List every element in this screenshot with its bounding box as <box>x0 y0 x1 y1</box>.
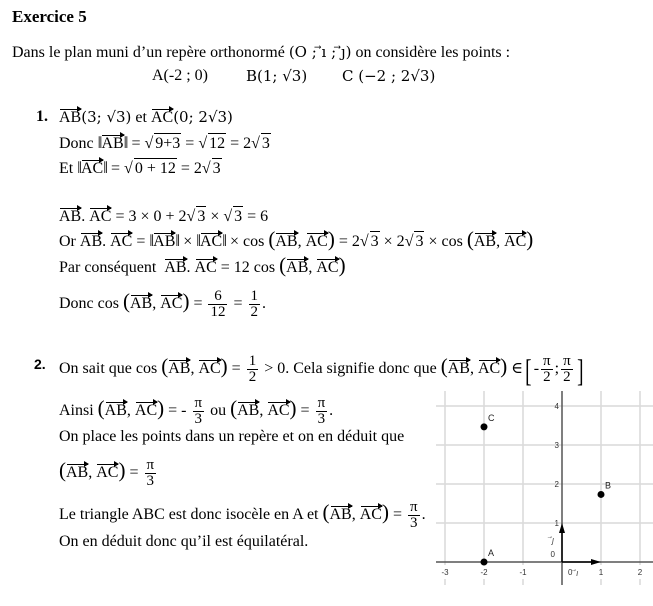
radicand: 12 <box>209 135 226 152</box>
numerator: π <box>410 499 418 515</box>
times: × <box>183 233 193 250</box>
equals: = <box>129 464 139 482</box>
triangle-statement: Le triangle ABC est donc isocèle en A et <box>59 506 319 524</box>
point-c-marker <box>481 423 488 430</box>
j-vector-label: ⃗ȷ <box>552 535 554 545</box>
radicand: 3 <box>234 208 243 225</box>
part1-line6: Par conséquent AB. AC = 12 cos (AB, AC) <box>59 253 346 277</box>
denominator: 2 <box>563 369 571 385</box>
result: = 6 <box>247 208 269 225</box>
point-c-label: C <box>488 412 495 423</box>
comma: , <box>469 360 474 378</box>
part1-number: 1. <box>36 108 48 125</box>
vector-ab: AB <box>59 208 82 225</box>
vector-ac: AC <box>198 360 221 378</box>
vector-ac: AC <box>96 464 119 482</box>
denominator: 12 <box>210 304 226 320</box>
equals: = <box>193 295 203 313</box>
part2-line5: Le triangle ABC est donc isocèle en A et (AB, AC) = $\frac{\pi}{3}$ . <box>59 499 426 531</box>
comma: , <box>88 464 93 482</box>
vector-ab: AB <box>104 402 127 420</box>
vector-ac: AC <box>316 259 339 276</box>
vector-ac: AC <box>267 402 290 420</box>
numerator: π <box>194 395 203 411</box>
on-sait-que: On sait que cos <box>59 360 158 378</box>
vector-ac: AC <box>504 233 527 250</box>
equals: = <box>185 135 195 152</box>
expression: = 12 cos <box>220 259 276 276</box>
period: . <box>329 402 334 420</box>
denominator: 3 <box>317 411 326 427</box>
denominator: 3 <box>410 515 418 531</box>
i-vector-label: ⃗ı <box>576 568 579 578</box>
vector-ab: AB <box>164 259 187 276</box>
donc-cos: Donc cos <box>59 295 119 313</box>
vector-ac: AC <box>194 259 217 276</box>
word-et: et <box>135 109 147 126</box>
radicand: 3 <box>370 233 379 250</box>
numerator: π <box>317 395 326 411</box>
comma: , <box>496 233 501 250</box>
exercise-title: Exercice 5 <box>12 7 87 26</box>
vector-ab: AB <box>101 135 124 152</box>
comma: , <box>152 295 157 313</box>
dot: . <box>81 208 86 225</box>
expression: = 3 × 0 + 2 <box>115 208 187 225</box>
vector-ab: AB <box>129 295 153 313</box>
times-coef: × 2 <box>383 233 405 250</box>
numerator: π <box>146 457 155 473</box>
equals: = <box>392 506 402 524</box>
vector-ac: AC <box>89 208 112 225</box>
ac-coordinates: (0; 2√3) <box>173 108 233 126</box>
point-b-label: B <box>605 480 612 491</box>
element-of: ∈ <box>511 360 524 378</box>
numerator: π <box>563 353 571 369</box>
x-tick-label: -2 <box>480 568 488 577</box>
part2-line1: On sait que cos (AB, AC) = $\frac{1}{2}$ > 0. Cela signifie donc que (AB, AC) ∈[ - $\frac{\pi}{2}$ ; $\frac{\pi}{2}$ ] <box>59 351 584 388</box>
part1-line4: AB. AC = 3 × 0 + 2√ 3 × √ 3 = 6 <box>59 208 269 225</box>
point-a-marker <box>481 559 488 566</box>
vector-ac: AC <box>134 402 158 420</box>
equals-coef: = 2 <box>338 233 360 250</box>
comma: , <box>126 402 131 420</box>
numerator: 6 <box>214 288 222 304</box>
y-tick-label: 2 <box>554 480 559 489</box>
dot: . <box>186 259 191 276</box>
point-a-label: A <box>488 548 495 558</box>
comma: , <box>259 402 264 420</box>
vector-ac: AC <box>359 506 382 524</box>
x-tick-label: 1 <box>598 568 604 577</box>
part2-line4: (AB, AC) = $\frac{\pi}{3}$ <box>59 457 155 489</box>
vector-ab: AB <box>59 109 82 126</box>
point-a: A(-2 ; 0) <box>152 67 208 84</box>
word-et: Et <box>59 160 74 177</box>
times: × <box>210 208 220 225</box>
x-tick-label: 2 <box>637 568 643 577</box>
vector-ab: AB <box>275 233 298 250</box>
radicand: 3 <box>212 160 221 177</box>
vector-ab: AB <box>237 402 260 420</box>
vector-j-arrowhead <box>559 523 565 533</box>
point-c: C (−2 ; 2√3) <box>342 67 436 85</box>
vector-ab: AB <box>329 506 352 524</box>
vector-ab: AB <box>473 233 497 250</box>
axes <box>436 391 653 585</box>
part1-line2: Donc ‖AB‖ = √ 9+3 = √ 12 = 2√ 3 <box>59 133 270 152</box>
vector-ac: AC <box>81 160 104 177</box>
par-consequent: Par conséquent <box>59 259 157 276</box>
tick-labels <box>441 402 642 578</box>
part2-line6: On en déduit donc qu’il est équilatéral. <box>59 533 309 550</box>
points <box>481 413 612 566</box>
comma: , <box>308 259 313 276</box>
vector-ab: AB <box>153 233 176 250</box>
vector-ab: AB <box>168 360 191 378</box>
equals-coef: = 2 <box>180 160 202 177</box>
dot: . <box>102 233 107 250</box>
denominator: 2 <box>248 369 257 385</box>
vector-ac: AC <box>477 360 501 378</box>
vector-ab: AB <box>66 464 89 482</box>
comma: , <box>351 506 356 524</box>
part2-number: 2. <box>34 356 46 372</box>
intro-end: on considère les points : <box>355 44 511 61</box>
intro-text: Dans le plan muni d’un repère orthonormé <box>12 44 285 61</box>
numerator: 1 <box>250 288 259 304</box>
word-donc: Donc <box>59 135 94 152</box>
frame-notation: (O ; ⃗ı ; ⃗ȷ) <box>288 43 352 61</box>
equals: = <box>131 135 141 152</box>
separator: ; <box>554 360 560 378</box>
y-tick-label: 4 <box>554 402 559 411</box>
vector-ab: AB <box>447 360 470 378</box>
vector-ac: AC <box>305 233 328 250</box>
vector-ac: AC <box>110 233 133 250</box>
tick-label-band <box>436 565 653 579</box>
equals: = <box>233 295 243 313</box>
denominator: 2 <box>543 369 551 385</box>
period: . <box>421 506 426 524</box>
numerator: 1 <box>248 353 257 369</box>
ab-coordinates: (3; √3) <box>81 108 132 126</box>
comma: , <box>297 233 302 250</box>
y-tick-label: 3 <box>554 441 559 450</box>
part1-line7: Donc cos (AB, AC) = $\frac{6}{12}$ = $\frac{1}{2}$ . <box>59 288 267 320</box>
part2-line2: Ainsi (AB, AC) = - $\frac{\pi}{3}$ ou (AB, AC) = $\frac{\pi}{3}$ . <box>59 395 334 427</box>
vector-ac: AC <box>160 295 183 313</box>
part1-line5: Or AB. AC = ‖AB‖ × ‖AC‖ × cos (AB, AC) = 2√ 3 × 2√ 3 × cos (AB, AC) <box>59 227 534 251</box>
vector-ac: AC <box>150 109 174 126</box>
denominator: 2 <box>250 304 259 320</box>
period: . <box>262 295 267 313</box>
origin-y-label: 0 <box>550 550 555 559</box>
minus: - <box>533 360 540 378</box>
part1-line3: Et ‖AC‖ = √ 0 + 12 = 2√ 3 <box>59 158 221 177</box>
radicand: 3 <box>261 135 270 152</box>
equals: = <box>300 402 310 420</box>
vector-ac: AC <box>200 233 223 250</box>
denominator: 3 <box>194 411 203 427</box>
word-or: Or <box>59 233 76 250</box>
vector-ab: AB <box>79 233 103 250</box>
word-ainsi: Ainsi <box>59 402 94 420</box>
vector-ab: AB <box>286 259 309 276</box>
vector-i-arrowhead <box>591 559 601 565</box>
origin-x-label: 0 <box>568 568 573 577</box>
times-cos: × cos <box>230 233 265 250</box>
part2-line3: On place les points dans un repère et on en déduit que <box>59 428 405 445</box>
grid <box>436 391 653 585</box>
equals-minus: = - <box>168 402 187 420</box>
point-b-marker <box>598 491 605 498</box>
denominator: 3 <box>146 473 155 489</box>
numerator: π <box>543 353 551 369</box>
comma: , <box>190 360 195 378</box>
equals: = <box>136 233 146 250</box>
equals: = <box>231 360 241 378</box>
radicand: 0 + 12 <box>134 160 176 177</box>
x-tick-label: -3 <box>441 568 449 577</box>
word-ou: ou <box>210 402 227 420</box>
radicand: 3 <box>415 233 424 250</box>
radicand: 9+3 <box>155 135 181 152</box>
x-tick-label: -1 <box>519 568 527 577</box>
equals-coef: = 2 <box>230 135 252 152</box>
point-b: B(1; √3) <box>246 67 308 85</box>
y-tick-label: 1 <box>554 519 559 528</box>
radicand: 3 <box>197 208 206 225</box>
equals: = <box>111 160 121 177</box>
times-cos: × cos <box>428 233 463 250</box>
cela-signifie: > 0. Cela signifie donc que <box>264 360 437 378</box>
